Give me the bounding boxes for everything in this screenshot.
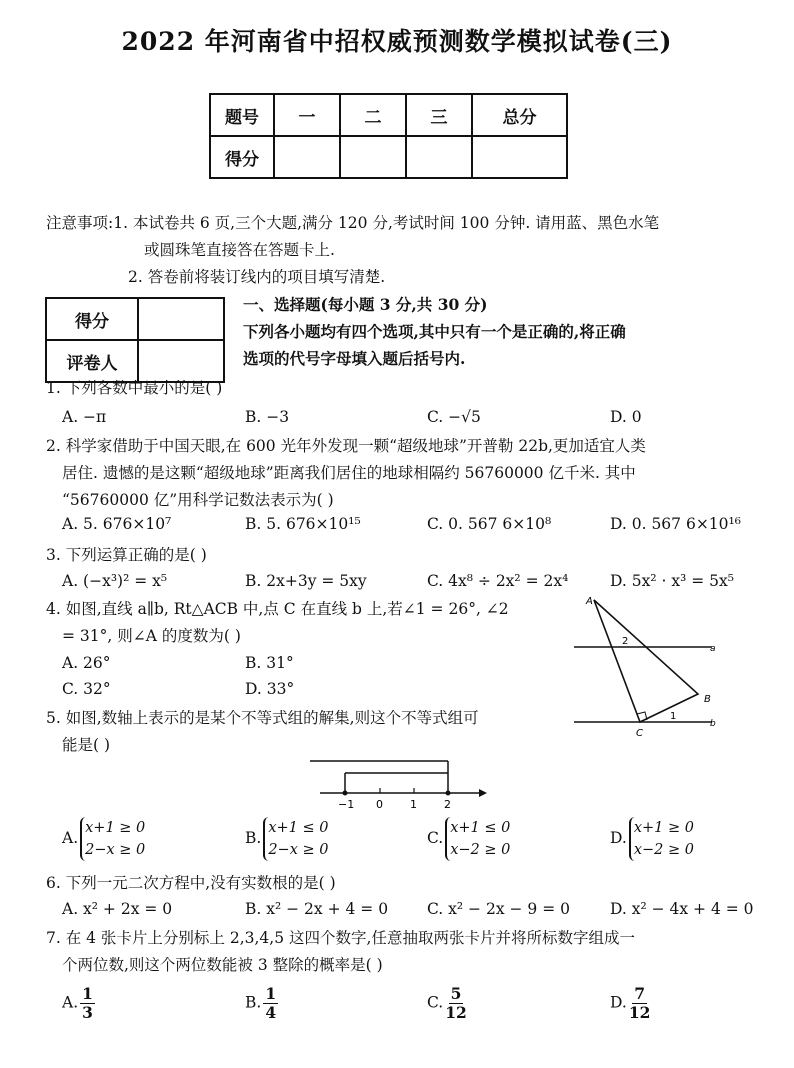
option-d[interactable]: D. 5x² · x³ = 5x⁵ <box>610 572 734 590</box>
notice-line: 2. 答卷前将装订线内的项目填写清楚. <box>128 268 386 286</box>
option-c[interactable]: C. −√5 <box>427 408 481 426</box>
fraction <box>629 985 651 1022</box>
fraction <box>263 985 278 1022</box>
label-line-b: b <box>710 719 716 729</box>
inequality-system <box>80 817 145 861</box>
option-d[interactable] <box>610 985 650 1022</box>
axis-arrow <box>479 789 487 797</box>
option-a[interactable] <box>62 817 145 861</box>
score-header-part3: 三 <box>406 94 472 136</box>
option-a[interactable]: A. 26° <box>62 654 111 672</box>
score-row-label: 得分 <box>210 136 274 178</box>
tick-label: 1 <box>410 798 417 810</box>
inequality: x+1 ≤ 0 <box>268 820 329 836</box>
inequality-system <box>263 817 328 861</box>
option-label: A. <box>62 993 79 1012</box>
option-c[interactable]: C. 4x⁸ ÷ 2x² = 2x⁴ <box>427 572 569 590</box>
question-stem: 6. 下列一元二次方程中,没有实数根的是( ) <box>46 874 336 892</box>
option-d[interactable]: D. 0 <box>610 408 642 426</box>
option-a[interactable]: A. −π <box>62 408 107 426</box>
score-cell[interactable] <box>340 136 406 178</box>
section-heading: 一、选择题(每小题 3 分,共 30 分) <box>243 295 488 314</box>
option-d[interactable] <box>610 817 694 861</box>
grader-score-cell[interactable] <box>138 298 224 340</box>
inequality: 2−x ≥ 0 <box>268 842 329 858</box>
fraction <box>445 985 467 1022</box>
numerator: 1 <box>82 984 93 1003</box>
denominator: 12 <box>628 1003 651 1022</box>
numerator: 5 <box>450 984 462 1003</box>
score-cell[interactable] <box>406 136 472 178</box>
option-a[interactable] <box>62 985 95 1022</box>
inequality: x+1 ≥ 0 <box>85 820 146 836</box>
question-stem: 7. 在 4 张卡片上分别标上 2,3,4,5 这四个数字,任意抽取两张卡片并将所标数字组成一 <box>46 929 635 947</box>
question-stem: 2. 科学家借助于中国天眼,在 600 光年外发现一颗“超级地球”开普勒 22b,更加适宜人类 <box>46 437 646 455</box>
point-2 <box>446 791 451 796</box>
option-label: D. <box>610 993 627 1012</box>
notice-line: 或圆珠笔直接答在答题卡上. <box>144 241 335 259</box>
fraction <box>80 985 95 1022</box>
notice-line: 注意事项:1. 本试卷共 6 页,三个大题,满分 120 分,考试时间 100 分钟. 请用蓝、黑色水笔 <box>46 214 660 232</box>
tick-label: 0 <box>376 798 383 810</box>
tick-label: −1 <box>338 798 355 810</box>
point-neg1 <box>343 791 348 796</box>
option-label: A. <box>62 829 79 847</box>
page-title: 2022 年河南省中招权威预测数学模拟试卷(三) <box>121 27 673 56</box>
option-label: C. <box>427 829 444 847</box>
number-line <box>305 755 495 810</box>
option-label: D. <box>610 829 627 847</box>
option-b[interactable]: B. x² − 2x + 4 = 0 <box>245 900 389 918</box>
option-label: B. <box>245 829 262 847</box>
question-stem: 3. 下列运算正确的是( ) <box>46 546 207 564</box>
denominator: 12 <box>445 1003 467 1022</box>
question-stem: 居住. 遗憾的是这颗“超级地球”距离我们居住的地球相隔约 56760000 亿千米. 其中 <box>62 464 636 482</box>
question-stem: 1. 下列各数中最小的是( ) <box>46 379 223 397</box>
inequality-system <box>445 817 510 861</box>
label-angle-1: 1 <box>670 711 677 722</box>
option-b[interactable]: B. 31° <box>245 654 294 672</box>
question-stem: “56760000 亿”用科学记数法表示为( ) <box>62 491 334 509</box>
label-B: B <box>704 694 711 705</box>
score-cell[interactable] <box>274 136 340 178</box>
numerator: 1 <box>265 984 277 1003</box>
inequality: x−2 ≥ 0 <box>450 842 511 858</box>
question-stem: 5. 如图,数轴上表示的是某个不等式组的解集,则这个不等式组可 <box>46 709 479 727</box>
option-b[interactable] <box>245 985 278 1022</box>
option-c[interactable] <box>427 985 467 1022</box>
question-stem: 4. 如图,直线 a∥b, Rt△ACB 中,点 C 在直线 b 上,若∠1 = 26°, ∠2 <box>46 600 509 618</box>
triangle-figure <box>570 590 720 740</box>
option-b[interactable]: B. 2x+3y = 5xy <box>245 572 367 590</box>
option-b[interactable]: B. −3 <box>245 408 290 426</box>
option-a[interactable]: A. (−x³)² = x⁵ <box>62 572 168 590</box>
option-b[interactable] <box>245 817 328 861</box>
question-stem: 个两位数,则这个两位数能被 3 整除的概率是( ) <box>62 956 383 974</box>
option-c[interactable]: C. 32° <box>62 680 111 698</box>
score-header-label: 题号 <box>210 94 274 136</box>
option-label: B. <box>245 993 262 1012</box>
inequality-system <box>629 817 694 861</box>
score-header-part2: 二 <box>340 94 406 136</box>
tick-label: 2 <box>444 798 451 810</box>
denominator: 4 <box>265 1003 277 1022</box>
option-d[interactable]: D. x² − 4x + 4 = 0 <box>610 900 754 918</box>
label-C: C <box>636 728 643 739</box>
question-stem: 能是( ) <box>62 736 111 754</box>
numerator: 7 <box>634 984 645 1003</box>
inequality: x+1 ≥ 0 <box>633 820 694 836</box>
option-a[interactable]: A. 5. 676×10⁷ <box>62 515 172 533</box>
score-header-total: 总分 <box>472 94 567 136</box>
option-b[interactable]: B. 5. 676×10¹⁵ <box>245 515 361 533</box>
option-d[interactable]: D. 33° <box>245 680 295 698</box>
score-cell[interactable] <box>472 136 567 178</box>
label-angle-2: 2 <box>622 636 629 647</box>
option-c[interactable] <box>427 817 510 861</box>
denominator: 3 <box>82 1003 93 1022</box>
inequality: 2−x ≥ 0 <box>85 842 146 858</box>
section-desc: 选项的代号字母填入题后括号内. <box>243 349 466 368</box>
label-A: A <box>586 596 593 607</box>
section-desc: 下列各小题均有四个选项,其中只有一个是正确的,将正确 <box>243 322 626 341</box>
score-table <box>209 93 568 179</box>
grader-score-label: 得分 <box>46 298 138 340</box>
score-header-part1: 一 <box>274 94 340 136</box>
grader-name-label: 评卷人 <box>46 340 138 382</box>
inequality: x+1 ≤ 0 <box>450 820 511 836</box>
option-label: C. <box>427 993 444 1012</box>
option-a[interactable]: A. x² + 2x = 0 <box>62 900 173 918</box>
label-line-a: a <box>710 644 716 654</box>
triangle-acb <box>594 600 698 722</box>
option-c[interactable]: C. 0. 567 6×10⁸ <box>427 515 552 533</box>
grader-table <box>45 297 225 383</box>
inequality: x−2 ≥ 0 <box>633 842 694 858</box>
question-stem: = 31°, 则∠A 的度数为( ) <box>62 627 241 645</box>
option-d[interactable]: D. 0. 567 6×10¹⁶ <box>610 515 741 533</box>
option-c[interactable]: C. x² − 2x − 9 = 0 <box>427 900 570 918</box>
